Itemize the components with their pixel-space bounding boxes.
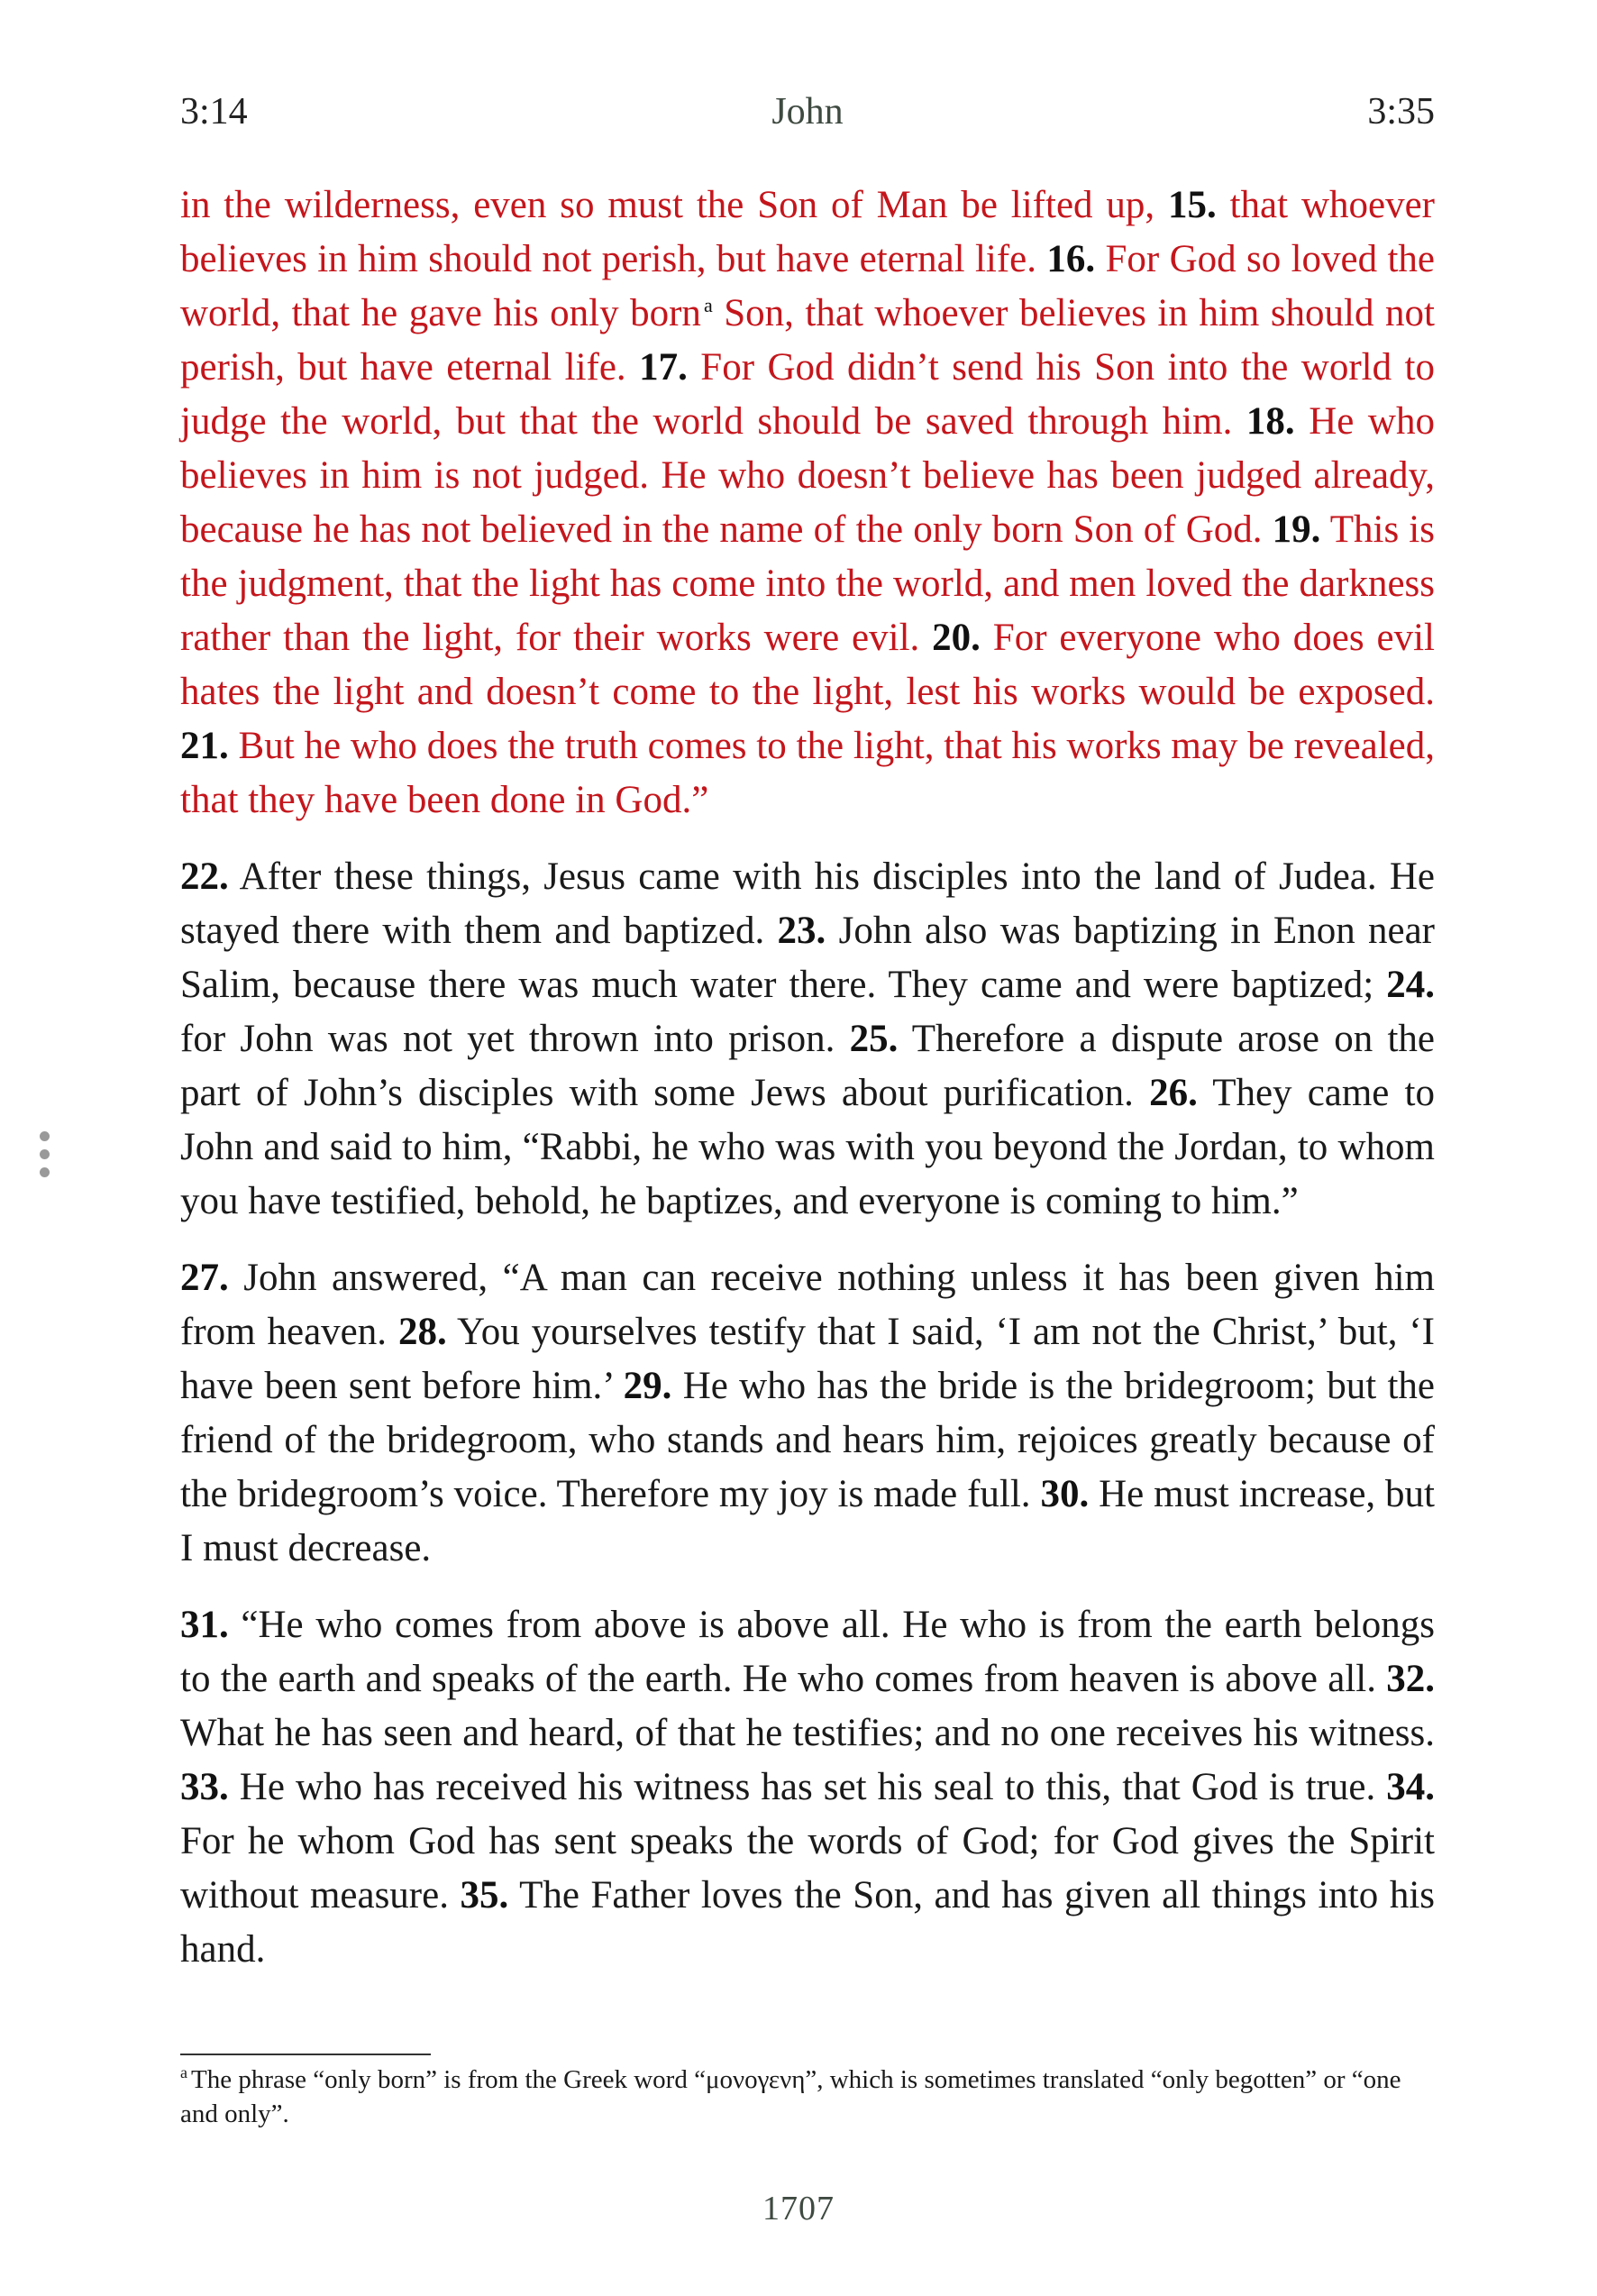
vertical-dots-icon[interactable]	[38, 1131, 52, 1185]
header-start-reference: 3:14	[180, 91, 248, 133]
verse-text: that whoever believes in him should not perish, but have eternal life.	[180, 184, 1435, 280]
dot	[40, 1167, 50, 1177]
footnote	[180, 2063, 1435, 2131]
verse-text: “He who comes from above is above all. He who is from the earth belongs to the earth and speaks of the earth. He who comes from heaven is above all.	[180, 1604, 1435, 1700]
paragraph-3	[180, 1251, 1435, 1576]
page-header	[180, 90, 1435, 144]
verse-number: 28.	[397, 1311, 447, 1353]
verse-number: 29.	[623, 1365, 672, 1407]
paragraph-1	[180, 178, 1435, 828]
verse-text: John also was baptizing in Enon near Salim, because there was much water there. They came and were baptized;	[180, 910, 1435, 1006]
verse-number: 18.	[1246, 400, 1295, 443]
footnote-divider	[180, 2054, 431, 2055]
verse-number: 32.	[1386, 1658, 1435, 1700]
verse-number: 35.	[460, 1874, 509, 1916]
paragraph-2	[180, 850, 1435, 1229]
verse-text: For God didn’t send his Son into the world to judge the world, but that the world should be saved through him.	[180, 346, 1435, 443]
verse-number: 23.	[777, 910, 826, 952]
verse-number: 17.	[639, 346, 688, 389]
verse-text: For everyone who does evil hates the light and doesn’t come to the light, lest his works would be exposed.	[180, 617, 1435, 713]
footnote-text: The phrase “only born” is from the Greek word “μονογενη”, which is sometimes translated “only begotten” or “one and only”.	[180, 2065, 1401, 2128]
scripture-text	[180, 178, 1435, 1999]
verse-number: 24.	[1386, 964, 1435, 1006]
verse-text: But he who does the truth comes to the light, that his works may be revealed, that they have been done in God.”	[180, 725, 1435, 821]
verse-text: He who believes in him is not judged. He who doesn’t believe has been judged already, because he has not believed in the name of the only born Son of God.	[180, 400, 1435, 551]
verse-number: 21.	[180, 725, 229, 767]
verse-number: 34.	[1386, 1766, 1435, 1808]
verse-number: 30.	[1040, 1473, 1090, 1515]
verse-number: 26.	[1149, 1072, 1198, 1114]
verse-number: 25.	[849, 1018, 899, 1060]
verse-number: 27.	[180, 1257, 229, 1299]
footnote-marker[interactable]: a	[703, 293, 713, 316]
verse-number: 16.	[1046, 238, 1096, 280]
dot	[40, 1149, 50, 1159]
dot	[40, 1131, 50, 1141]
verse-text: He must increase, but I must decrease.	[180, 1473, 1435, 1569]
verse-text: He who has the bride is the bridegroom; but the friend of the bridegroom, who stands and hears him, rejoices greatly because of the bridegroom’s voice. Therefore my joy is made full.	[180, 1365, 1435, 1515]
verse-text: John answered, “A man can receive nothing unless it has been given him from heaven.	[180, 1257, 1435, 1353]
verse-number: 15.	[1168, 184, 1217, 226]
verse-text: For he whom God has sent speaks the words of God; for God gives the Spirit without measure.	[180, 1820, 1435, 1916]
verse-text: What he has seen and heard, of that he testifies; and no one receives his witness.	[180, 1712, 1435, 1754]
page-number: 1707	[762, 2190, 835, 2227]
verse-text: After these things, Jesus came with his disciples into the land of Judea. He stayed there with them and baptized.	[180, 855, 1435, 952]
verse-text: You yourselves testify that I said, ‘I am not the Christ,’ but, ‘I have been sent before him.’	[180, 1311, 1436, 1407]
verse-text: Therefore a dispute arose on the part of John’s disciples with some Jews about purification.	[180, 1018, 1435, 1114]
verse-text: This is the judgment, that the light has come into the world, and men loved the darkness rather than the light, for their works were evil.	[180, 508, 1435, 659]
verse-text: He who has received his witness has set his seal to this, that God is true.	[228, 1766, 1387, 1808]
verse-number: 22.	[180, 855, 229, 898]
verse-text: The Father loves the Son, and has given all things into his hand.	[180, 1874, 1435, 1971]
verse-text: for John was not yet thrown into prison.	[180, 1018, 850, 1060]
verse-number: 33.	[180, 1766, 229, 1808]
verse-number: 31.	[180, 1604, 229, 1646]
paragraph-4	[180, 1598, 1435, 1977]
verse-number: 19.	[1272, 508, 1321, 551]
verse-text: in the wilderness, even so must the Son of Man be lifted up,	[180, 184, 1168, 226]
verse-text: They came to John and said to him, “Rabbi, he who was with you beyond the Jordan, to whom you have testified, behold, he baptizes, and everyone is coming to him.”	[180, 1072, 1435, 1222]
verse-text: For God so loved the world, that he gave his only born	[180, 238, 1435, 334]
header-book-title: John	[771, 91, 844, 133]
verse-text: Son, that whoever believes in him should not perish, but have eternal life.	[180, 292, 1435, 389]
footnote-label: a	[180, 2063, 187, 2082]
header-end-reference: 3:35	[1367, 91, 1435, 133]
verse-number: 20.	[932, 617, 981, 659]
